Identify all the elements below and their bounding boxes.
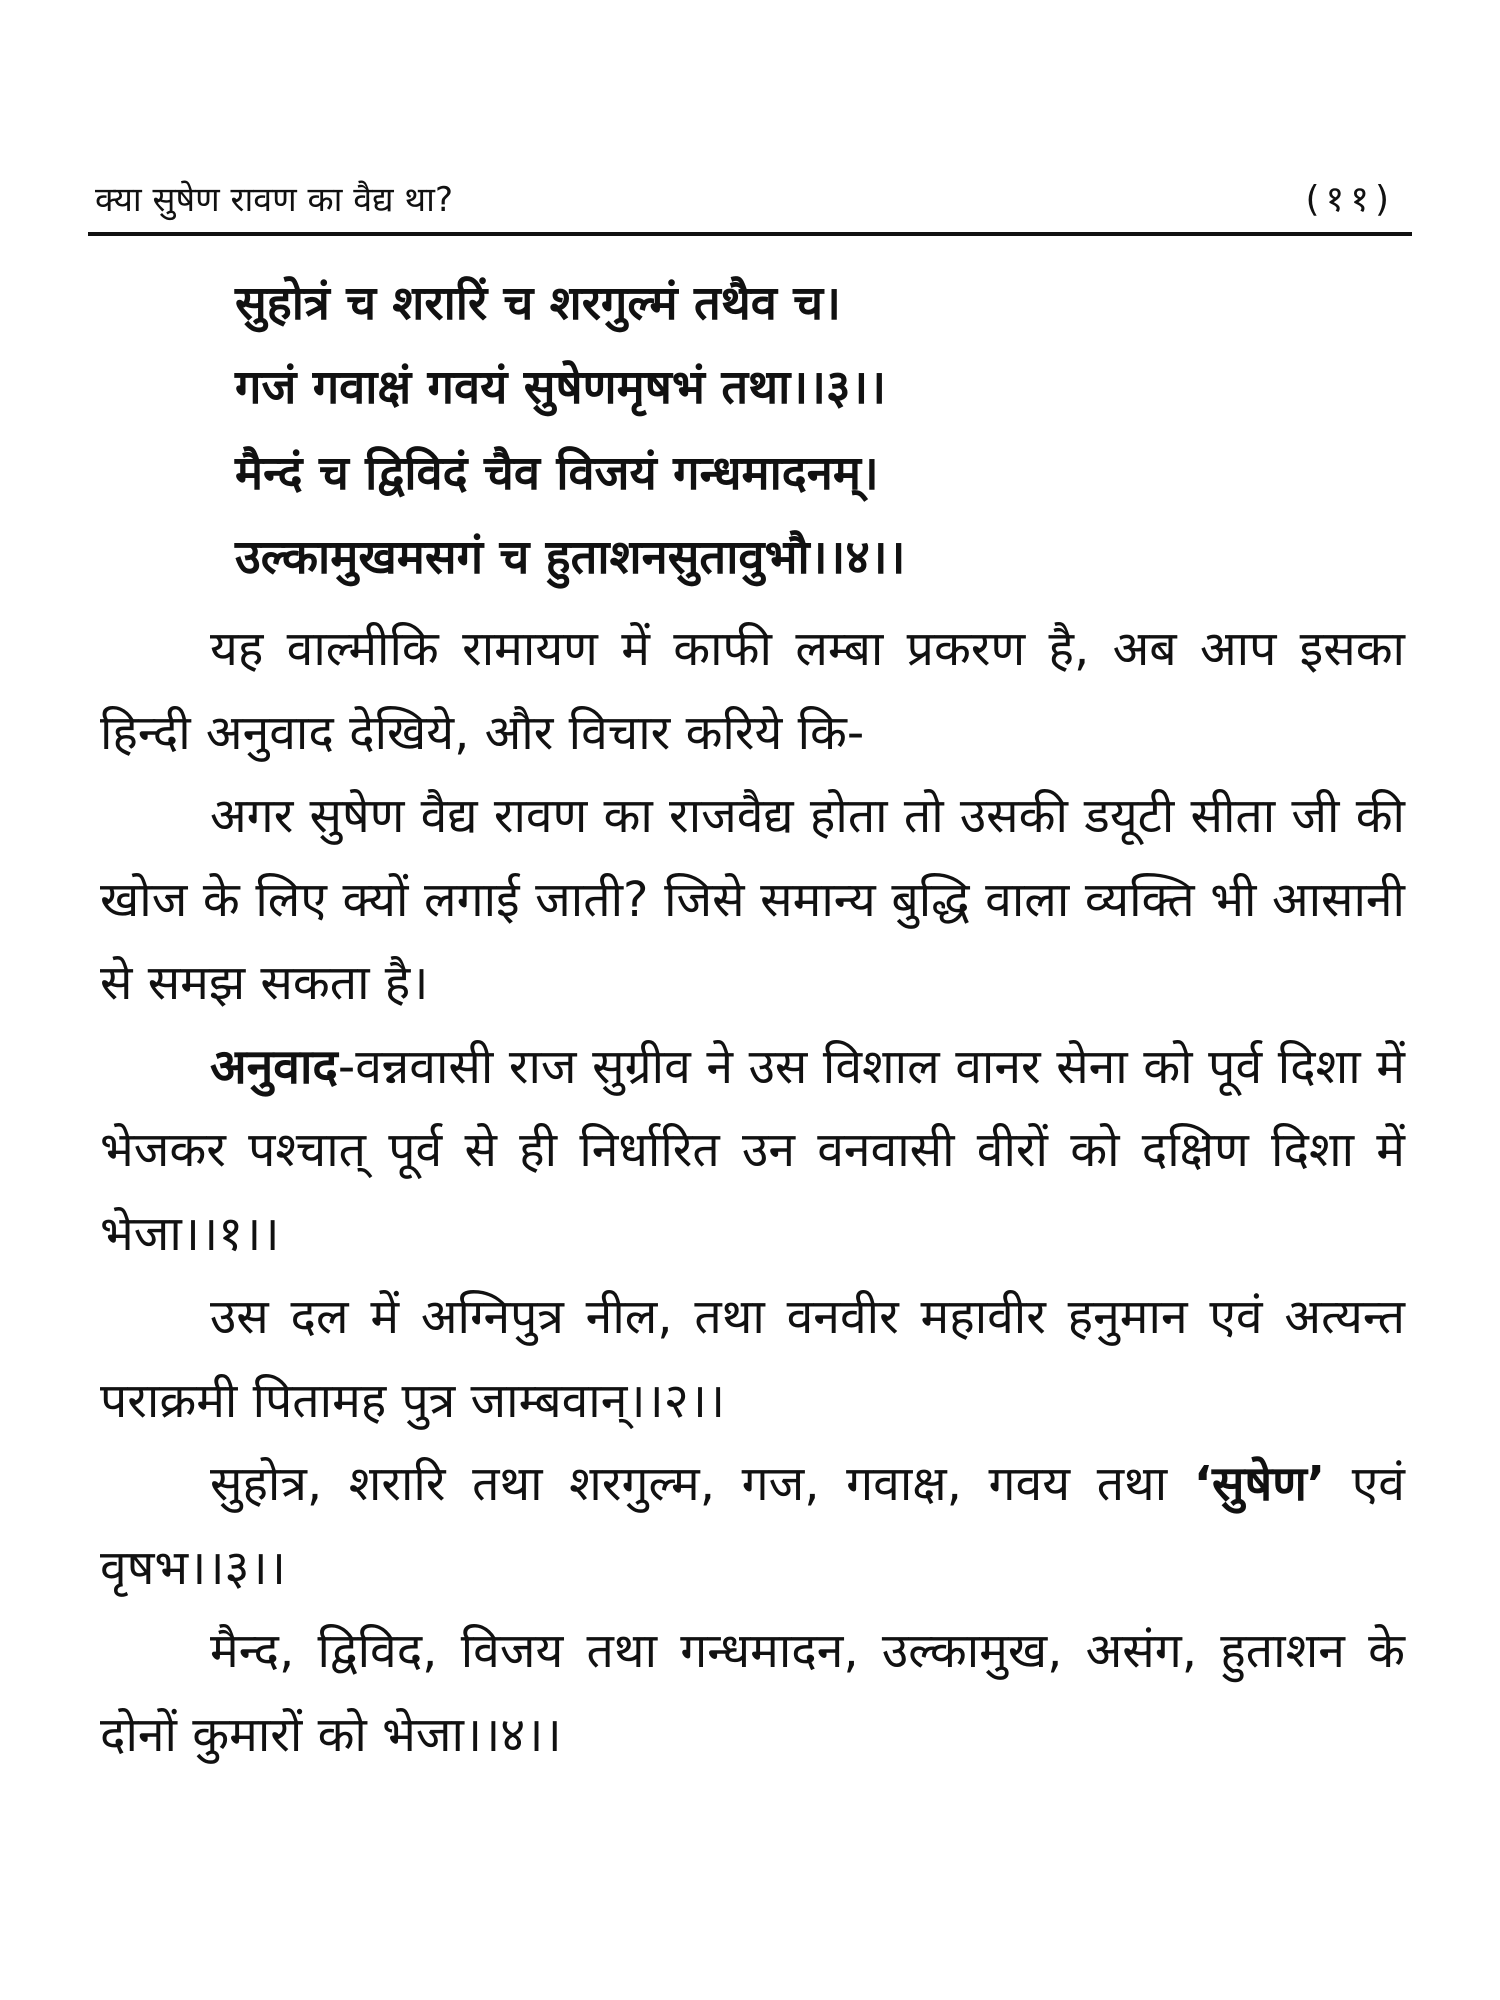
sushena-name: ‘सुषेण’ bbox=[1193, 1456, 1326, 1512]
translation-label: अनुवाद bbox=[210, 1038, 338, 1095]
translation-3-pre: सुहोत्र, शरारि तथा शरगुल्म, गज, गवाक्ष, गवय तथा bbox=[210, 1456, 1168, 1512]
translation-paragraph-3 bbox=[100, 1443, 1405, 1610]
shloka-4-line-1: मैन्दं च द्विविदं चैव विजयं गन्धमादनम्। bbox=[235, 446, 879, 501]
translation-paragraph-4: मैन्द, द्विविद, विजय तथा गन्धमादन, उल्कामुख, असंग, हुताशन के दोनों कुमारों को भेजा।।४।। bbox=[100, 1623, 1405, 1763]
body-text bbox=[100, 608, 1405, 1777]
translation-3-post: एवं वृषभ।।३।। bbox=[100, 1456, 1405, 1596]
translation-1-text: -वन्नवासी राज सुग्रीव ने उस विशाल वानर सेना को पूर्व दिशा में भेजकर पश्चात् पूर्व से ही निर्धारित उन वनवासी वीरों को दक्षिण दिशा में भेजा।।१।। bbox=[100, 1038, 1405, 1262]
question-paragraph: अगर सुषेण वैद्य रावण का राजवैद्य होता तो उसकी डयूटी सीता जी की खोज के लिए क्यों लगाई जाती? जिसे समान्य बुद्धि वाला व्यक्ति भी आसानी से समझ सकता है। bbox=[100, 788, 1405, 1011]
chapter-title: क्या सुषेण रावण का वैद्य था? bbox=[95, 180, 453, 220]
intro-paragraph: यह वाल्मीकि रामायण में काफी लम्बा प्रकरण है, अब आप इसका हिन्दी अनुवाद देखिये, और विचार करिये कि- bbox=[100, 621, 1405, 761]
shloka-3-line-1: सुहोत्रं च शरारिं च शरगुल्मं तथैव च। bbox=[235, 276, 841, 331]
shloka-4 bbox=[235, 432, 1370, 600]
page-number: (११) bbox=[1305, 179, 1395, 220]
running-header bbox=[95, 168, 1405, 232]
header-divider bbox=[88, 232, 1412, 236]
translation-paragraph-2: उस दल में अग्निपुत्र नील, तथा वनवीर महावीर हनुमान एवं अत्यन्त पराक्रमी पितामह पुत्र जाम्बवान्।।२।। bbox=[100, 1289, 1405, 1429]
shloka-3 bbox=[235, 262, 1370, 430]
shloka-3-line-2: गजं गवाक्षं गवयं सुषेणमृषभं तथा।।३।। bbox=[235, 360, 887, 415]
shloka-4-line-2: उल्कामुखमसगं च हुताशनसुतावुभौ।।४।। bbox=[235, 530, 906, 585]
translation-paragraph-1 bbox=[100, 1026, 1405, 1277]
